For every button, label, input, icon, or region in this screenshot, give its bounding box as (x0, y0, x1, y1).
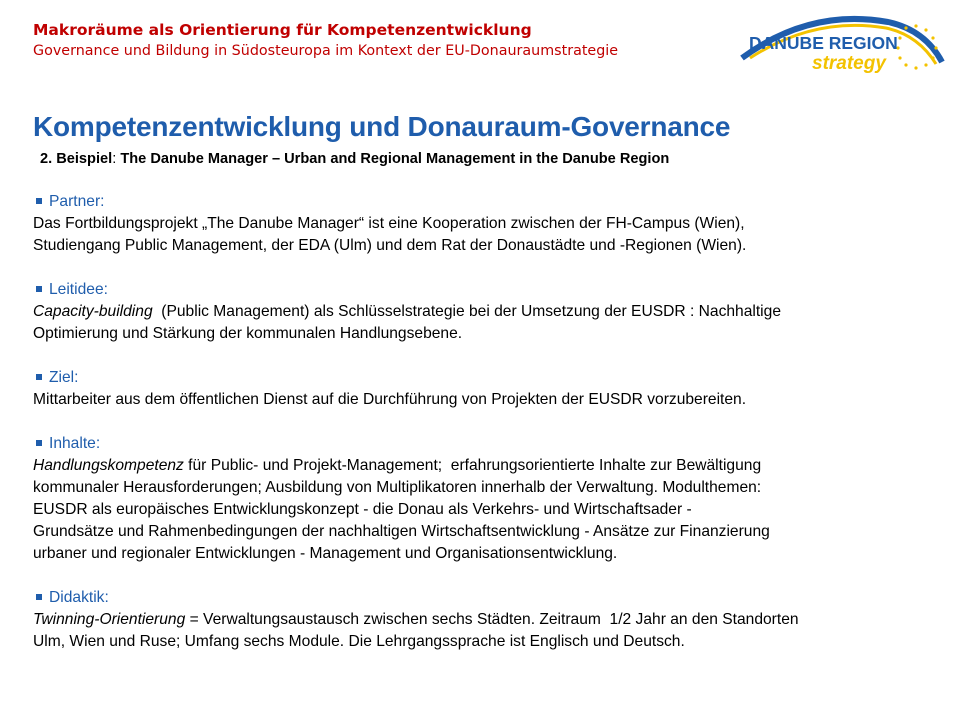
logo-text-danube-region: DANUBE REGION (749, 33, 898, 53)
section-leitidee (33, 279, 953, 345)
slide-title: Kompetenzentwicklung und Donauraum-Governance (33, 111, 731, 142)
section-line (33, 455, 953, 477)
bullet-heading (33, 279, 953, 301)
bullet-square-icon (36, 374, 42, 380)
section-line: Mittarbeiter aus dem öffentlichen Dienst auf die Durchführung von Projekten der EUSDR vorzubereiten. (33, 391, 747, 408)
bullet-square-icon (36, 198, 42, 204)
section-line: Optimierung und Stärkung der kommunalen Handlungsebene. (33, 325, 463, 342)
section-heading: Didaktik: (49, 589, 109, 606)
section-heading: Inhalte: (49, 435, 101, 452)
bullet-square-icon (36, 286, 42, 292)
bullet-heading (33, 367, 953, 389)
bullet-square-icon (36, 440, 42, 446)
section-inhalte (33, 433, 953, 565)
section-line: Studiengang Public Management, der EDA (Ulm) und dem Rat der Donaustädte und -Regionen (Wien). (33, 237, 747, 254)
section-line (33, 609, 953, 631)
line-rest: (Public Management) als Schlüsselstrategie bei der Umsetzung der EUSDR : Nachhaltige (152, 303, 781, 320)
bullet-heading (33, 191, 953, 213)
section-line: kommunaler Herausforderungen; Ausbildung von Multiplikatoren innerhalb der Verwaltung. Modulthemen: (33, 479, 762, 496)
italic-term: Handlungskompetenz (33, 457, 184, 474)
italic-term: Capacity-building (33, 303, 153, 320)
logo-text-strategy: strategy (812, 53, 886, 74)
header-title: Makroräume als Orientierung für Kompetenzentwicklung (33, 21, 532, 39)
bullet-square-icon (36, 594, 42, 600)
header-subtitle: Governance und Bildung in Südosteuropa im Kontext der EU-Donauraumstrategie (33, 43, 619, 59)
section-heading: Leitidee: (49, 281, 108, 298)
section-line: EUSDR als europäisches Entwicklungskonzept - die Donau als Verkehrs- und Wirtschaftsader - (33, 501, 692, 518)
subtitle-label: 2. Beispiel (40, 151, 113, 167)
section-line: Grundsätze und Rahmenbedingungen der nachhaltigen Wirtschaftsentwicklung - Ansätze zur Finanzierung (33, 523, 770, 540)
line-rest: für Public- und Projekt-Management; erfahrungsorientierte Inhalte zur Bewältigung (183, 457, 762, 474)
danube-region-strategy-logo (740, 14, 945, 84)
slide-content (33, 191, 953, 675)
section-line: Ulm, Wien und Ruse; Umfang sechs Module. Die Lehrgangssprache ist Englisch und Deutsch. (33, 633, 685, 650)
subtitle-colon: : (112, 151, 117, 167)
section-line: Das Fortbildungsprojekt „The Danube Manager“ ist eine Kooperation zwischen der FH-Campus (Wien), (33, 215, 745, 232)
subtitle-text: The Danube Manager – Urban and Regional Management in the Danube Region (116, 151, 670, 167)
section-didaktik (33, 587, 953, 653)
section-heading: Ziel: (49, 369, 79, 386)
section-partner (33, 191, 953, 257)
line-rest: = Verwaltungsaustausch zwischen sechs Städten. Zeitraum 1/2 Jahr an den Standorten (185, 611, 799, 628)
bullet-heading (33, 587, 953, 609)
section-line: urbaner und regionaler Entwicklungen - Management und Organisationsentwicklung. (33, 545, 618, 562)
italic-term: Twinning-Orientierung (33, 611, 186, 628)
slide-subtitle (40, 149, 669, 169)
slide-header (33, 20, 723, 62)
section-ziel (33, 367, 953, 411)
section-heading: Partner: (49, 193, 105, 210)
section-line (33, 301, 953, 323)
bullet-heading (33, 433, 953, 455)
